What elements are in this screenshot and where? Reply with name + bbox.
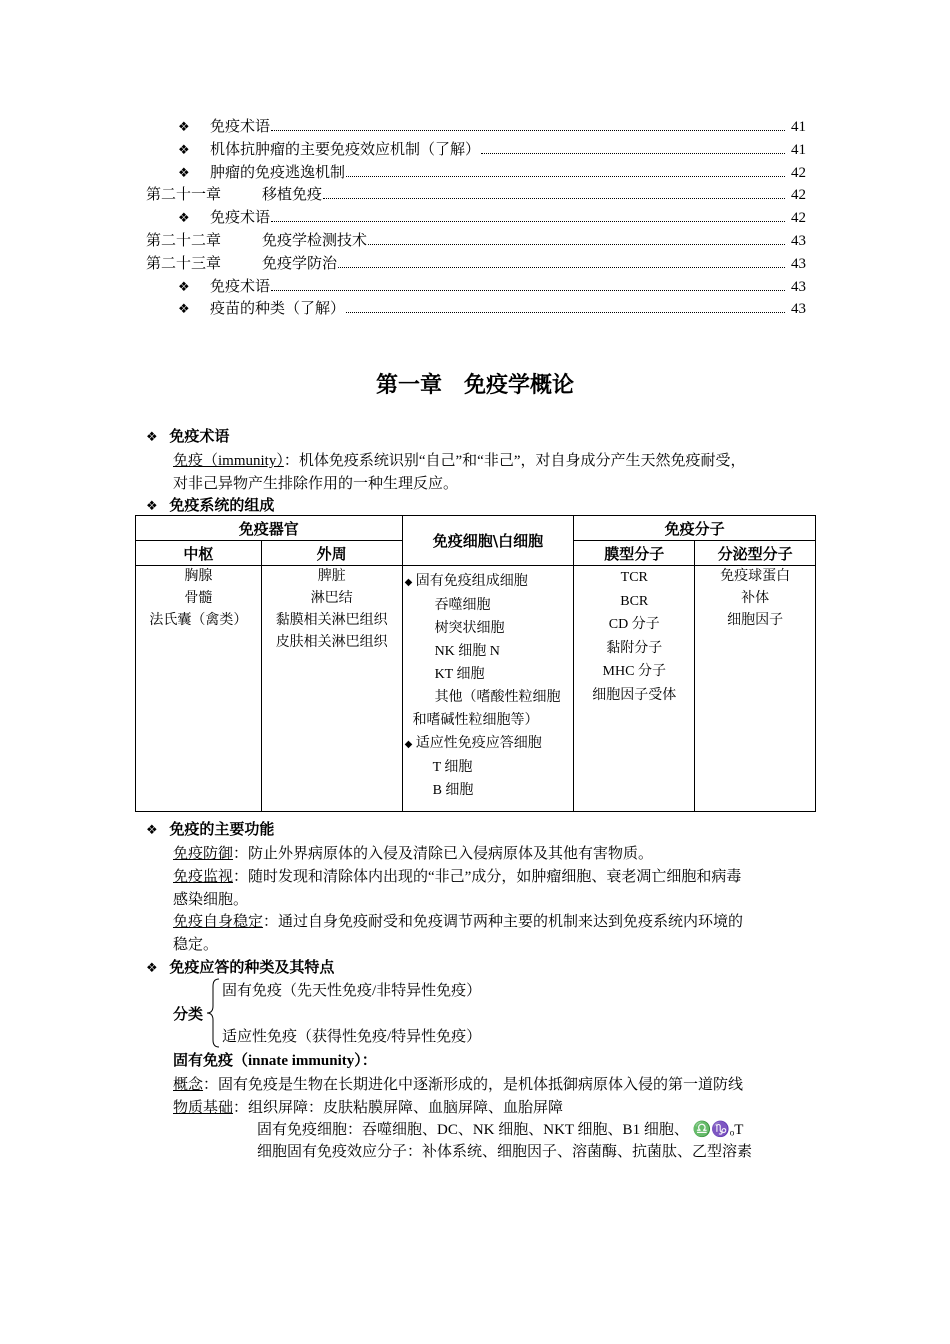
immunity-term: 免疫（immunity） [173, 453, 284, 469]
immune-system-table [135, 515, 816, 812]
toc-title: 免疫术语 [210, 119, 271, 135]
list-item: 和嗜碱性粒细胞等） [412, 713, 539, 728]
list-item: 脾脏 [317, 569, 346, 584]
toc-page-number: 43 [791, 255, 806, 272]
immune-cells-cell [402, 566, 574, 812]
central-header: 中枢 [136, 541, 262, 566]
toc-title: 机体抗肿瘤的主要免疫效应机制（了解） [210, 141, 481, 158]
class-adaptive: 适应性免疫（获得性免疫/特异性免疫） [222, 1029, 482, 1045]
list-item: 法氏囊（禽类） [149, 613, 248, 628]
adaptive-group: ◆ 适应性免疫应答细胞 [404, 736, 542, 751]
toc-title: 免疫学检测技术 [262, 233, 368, 249]
toc-entry[interactable] [146, 229, 806, 251]
toc-page-number: 43 [791, 301, 806, 318]
toc-title: 免疫学防治 [262, 255, 338, 272]
toc-leader-dots [323, 197, 785, 199]
toc-entry[interactable] [146, 252, 806, 274]
list-item: T 细胞 [432, 760, 473, 775]
list-item: 树突状细胞 [434, 621, 505, 636]
section-heading-composition: ❖ 免疫系统的组成 [146, 496, 275, 514]
diamond-bullet-icon: ❖ [146, 823, 158, 838]
toc-entry[interactable] [178, 115, 806, 137]
chapter-title: 第一章 免疫学概论 [375, 373, 574, 398]
toc-page-number: 41 [791, 119, 806, 135]
class-innate: 固有免疫（先天性免疫/非特异性免疫） [222, 983, 482, 999]
organs-header: 免疫器官 [136, 516, 403, 541]
list-item: 胸腺 [184, 569, 213, 584]
diamond-bullet-icon: ❖ [178, 211, 190, 227]
toc-page-number: 42 [791, 164, 806, 181]
toc-page-number: 41 [791, 141, 806, 158]
list-item: BCR [620, 593, 649, 609]
diamond-bullet-icon: ❖ [146, 961, 158, 976]
secreted-molecules-cell [695, 566, 816, 812]
diamond-bullet-icon: ◆ [404, 739, 413, 750]
toc-page-number: 43 [791, 233, 806, 249]
list-item: CD 分子 [608, 617, 660, 632]
toc-title: 肿瘤的免疫逃逸机制 [210, 164, 346, 181]
toc-leader-dots [271, 289, 785, 291]
toc-entry[interactable] [178, 206, 806, 228]
toc-leader-dots [338, 266, 785, 268]
innate-basis: 物质基础：组织屏障：皮肤粘膜屏障、血脑屏障、血胎屏障 [173, 1100, 564, 1116]
list-item: 细胞因子 [727, 613, 784, 628]
list-item: B 细胞 [432, 783, 474, 798]
diamond-bullet-icon: ❖ [146, 430, 158, 445]
section-heading-terms: ❖ 免疫术语 [146, 427, 230, 445]
cells-header: 免疫细胞\白细胞 [402, 516, 574, 566]
toc-entry[interactable] [178, 275, 806, 297]
classification-label: 分类 [173, 1005, 204, 1023]
list-item: 其他（嗜酸性粒细胞 [434, 690, 561, 705]
diamond-bullet-icon: ❖ [178, 165, 190, 181]
peripheral-header: 外周 [261, 541, 402, 566]
toc-leader-dots [481, 152, 785, 154]
toc-entry[interactable] [178, 138, 806, 160]
innate-immunity-title: 固有免疫（innate immunity）： [173, 1053, 377, 1069]
diamond-bullet-icon: ❖ [178, 142, 190, 158]
curly-brace-icon [206, 978, 220, 1048]
central-organs-cell [136, 566, 262, 812]
diamond-bullet-icon: ❖ [178, 279, 190, 295]
toc-chapter-number: 第二十二章 [146, 233, 222, 249]
toc-entry[interactable] [146, 183, 806, 205]
innate-basis-molecules: 细胞固有免疫效应分子：补体系统、细胞因子、溶菌酶、抗菌肽、乙型溶素 [257, 1144, 753, 1160]
toc-chapter-number: 第二十三章 [146, 255, 222, 272]
innate-basis-cells: 固有免疫细胞：吞噬细胞、DC、NK 细胞、NKT 细胞、B1 细胞、 ♎♑ₒT [257, 1122, 744, 1138]
function-defense: 免疫防御：防止外界病原体的入侵及清除已入侵病原体及其他有害物质。 [173, 846, 654, 862]
list-item: 补体 [741, 591, 770, 606]
membrane-header: 膜型分子 [574, 541, 695, 566]
toc-title: 移植免疫 [262, 187, 323, 204]
immunity-definition-line2: 对非己异物产生排除作用的一种生理反应。 [173, 476, 459, 492]
molecules-header: 免疫分子 [574, 516, 816, 541]
list-item: 吞噬细胞 [434, 598, 491, 613]
toc-title: 疫苗的种类（了解） [210, 301, 346, 318]
list-item: 骨髓 [184, 591, 213, 606]
diamond-bullet-icon: ❖ [146, 499, 158, 514]
innate-concept: 概念：固有免疫是生物在长期进化中逐渐形成的，是机体抵御病原体入侵的第一道防线 [173, 1077, 744, 1093]
list-item: NK 细胞 N [434, 644, 500, 659]
list-item: TCR [620, 570, 648, 585]
toc-entry[interactable] [178, 161, 806, 183]
function-surveillance: 免疫监视：随时发现和清除体内出现的“非己”成分，如肿瘤细胞、衰老凋亡细胞和病毒 [173, 869, 742, 885]
diamond-bullet-icon: ❖ [178, 302, 190, 318]
toc-leader-dots [346, 175, 785, 177]
toc-title: 免疫术语 [210, 278, 271, 295]
immunity-definition-line1: 免疫（immunity）：机体免疫系统识别“自己”和“非己”，对自身成分产生天然免疫耐受， [173, 453, 746, 469]
list-item: MHC 分子 [602, 664, 666, 679]
function-homeostasis-cont: 稳定。 [173, 937, 219, 953]
toc-leader-dots [368, 243, 785, 245]
toc-page-number: 42 [791, 187, 806, 204]
list-item: 免疫球蛋白 [720, 569, 791, 584]
toc-leader-dots [346, 311, 785, 313]
section-heading-functions: ❖ 免疫的主要功能 [146, 820, 275, 838]
list-item: 细胞因子受体 [592, 687, 677, 703]
toc-page-number: 42 [791, 210, 806, 227]
list-item: 黏膜相关淋巴组织 [275, 613, 388, 628]
secreted-header: 分泌型分子 [695, 541, 816, 566]
toc-page-number: 43 [791, 278, 806, 295]
membrane-molecules-cell [574, 566, 695, 812]
list-item: 黏附分子 [606, 640, 663, 656]
list-item: KT 细胞 [434, 667, 485, 682]
peripheral-organs-cell [261, 566, 402, 812]
diamond-bullet-icon: ❖ [178, 120, 190, 135]
toc-leader-dots [271, 129, 785, 131]
function-surveillance-cont: 感染细胞。 [173, 892, 249, 908]
toc-leader-dots [271, 220, 785, 222]
toc-entry[interactable] [178, 297, 806, 319]
function-homeostasis: 免疫自身稳定：通过自身免疫耐受和免疫调节两种主要的机制来达到免疫系统内环境的 [173, 914, 744, 930]
toc-chapter-number: 第二十一章 [146, 187, 222, 204]
section-heading-response-types: ❖ 免疫应答的种类及其特点 [146, 958, 335, 976]
toc-title: 免疫术语 [210, 210, 271, 227]
list-item: 皮肤相关淋巴组织 [275, 635, 388, 650]
list-item: 淋巴结 [310, 591, 353, 606]
diamond-bullet-icon: ◆ [404, 577, 413, 588]
innate-group: ◆ 固有免疫组成细胞 [404, 574, 528, 589]
